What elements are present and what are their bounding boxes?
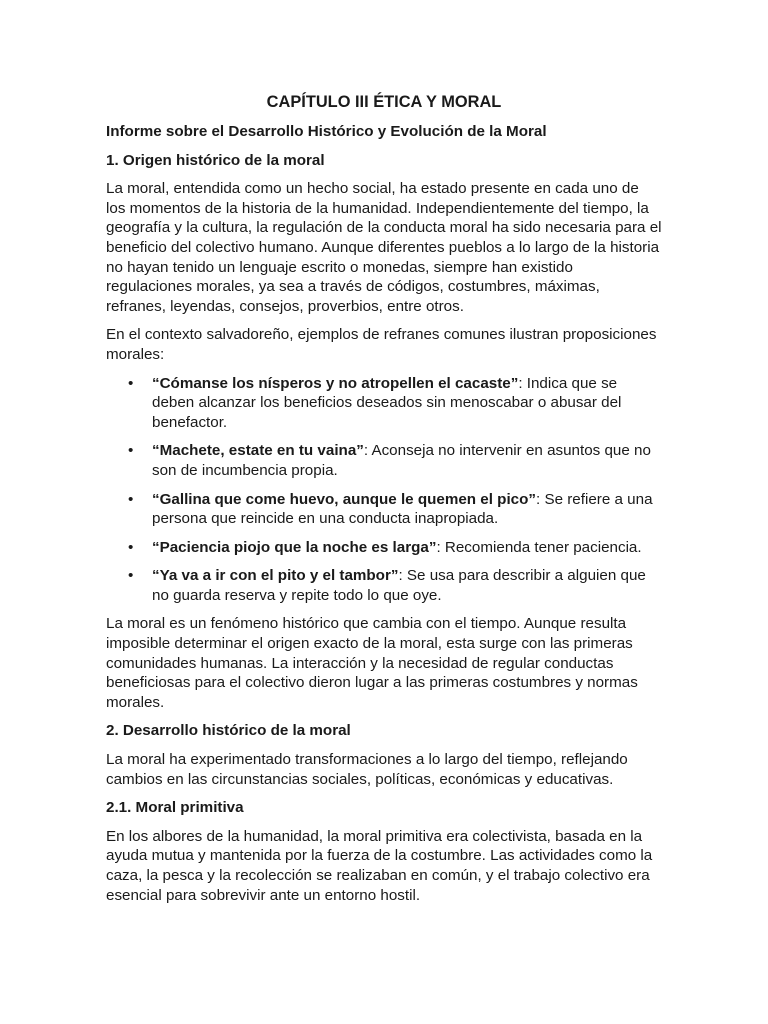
refran-explanation: : Aconseja no intervenir en asuntos que no son de incumbencia propia. <box>152 442 651 479</box>
page-title: CAPÍTULO III ÉTICA Y MORAL <box>266 93 502 111</box>
refran-quote: “Ya va a ir con el pito y el tambor” <box>152 567 399 585</box>
bullet-icon: • <box>128 490 134 508</box>
paragraph-refranes-intro: En el contexto salvadoreño, ejemplos de refranes comunes ilustran proposiciones morales: <box>106 326 657 363</box>
list-item <box>106 374 662 433</box>
bullet-icon: • <box>128 374 134 392</box>
paragraph-desarrollo: La moral ha experimentado transformaciones a lo largo del tiempo, reflejando cambios en las circunstancias sociales, políticas, económicas y educativas. <box>106 751 628 788</box>
list-item <box>106 566 662 605</box>
refranes-list <box>106 374 662 606</box>
section-heading-origen: 1. Origen histórico de la moral <box>106 151 325 169</box>
list-item <box>106 490 662 529</box>
paragraph-fenomeno-historico: La moral es un fenómeno histórico que cambia con el tiempo. Aunque resulta imposible determinar el origen exacto de la moral, esta surge con las primeras comunidades humanas. La interacción y la necesidad de regular conductas beneficiosas para el colectivo dieron lugar a las primeras costumbres y normas morales. <box>106 615 638 711</box>
bullet-icon: • <box>128 442 134 460</box>
refran-explanation: : Recomienda tener paciencia. <box>436 538 642 556</box>
paragraph-moral-primitiva: En los albores de la humanidad, la moral primitiva era colectivista, basada en la ayuda mutua y mantenida por la fuerza de la costumbre. Las actividades como la caza, la pesca y la recolección se realizaban en común, y el trabajo colectivo era esencial para sobrevivir ante un entorno hostil. <box>106 827 653 904</box>
bullet-icon: • <box>128 538 134 556</box>
document-subtitle: Informe sobre el Desarrollo Histórico y Evolución de la Moral <box>106 123 547 140</box>
refran-explanation: : Se refiere a una persona que reincide en una conducta inapropiada. <box>152 490 653 528</box>
refran-quote: “Machete, estate en tu vaina” <box>152 442 364 460</box>
section-heading-desarrollo: 2. Desarrollo histórico de la moral <box>106 722 351 740</box>
refran-quote: “Cómanse los nísperos y no atropellen el cacaste” <box>152 374 519 392</box>
refran-quote: “Paciencia piojo que la noche es larga” <box>152 538 437 556</box>
refran-quote: “Gallina que come huevo, aunque le quemen el pico” <box>152 490 536 508</box>
refran-explanation: : Indica que se deben alcanzar los beneficios deseados sin menoscabar o abusar del benefactor. <box>152 374 622 431</box>
refran-explanation: : Se usa para describir a alguien que no guarda reserva y repite todo lo que oye. <box>152 567 646 604</box>
paragraph-origen-intro: La moral, entendida como un hecho social, ha estado presente en cada uno de los momentos de la historia de la humanidad. Independientemente del tiempo, la geografía y la cultura, la regulación de la conducta moral ha sido necesaria para el beneficio del colectivo humano. Aunque diferentes pueblos a lo largo de la historia no hayan tenido un lenguaje escrito o monedas, siempre han existido regulaciones morales, ya sea a través de códigos, costumbres, máximas, refranes, leyendas, consejos, proverbios, entre otros. <box>106 180 662 315</box>
list-item <box>106 441 662 480</box>
bullet-icon: • <box>128 567 134 585</box>
section-heading-moral-primitiva: 2.1. Moral primitiva <box>106 799 244 817</box>
list-item <box>106 538 662 558</box>
